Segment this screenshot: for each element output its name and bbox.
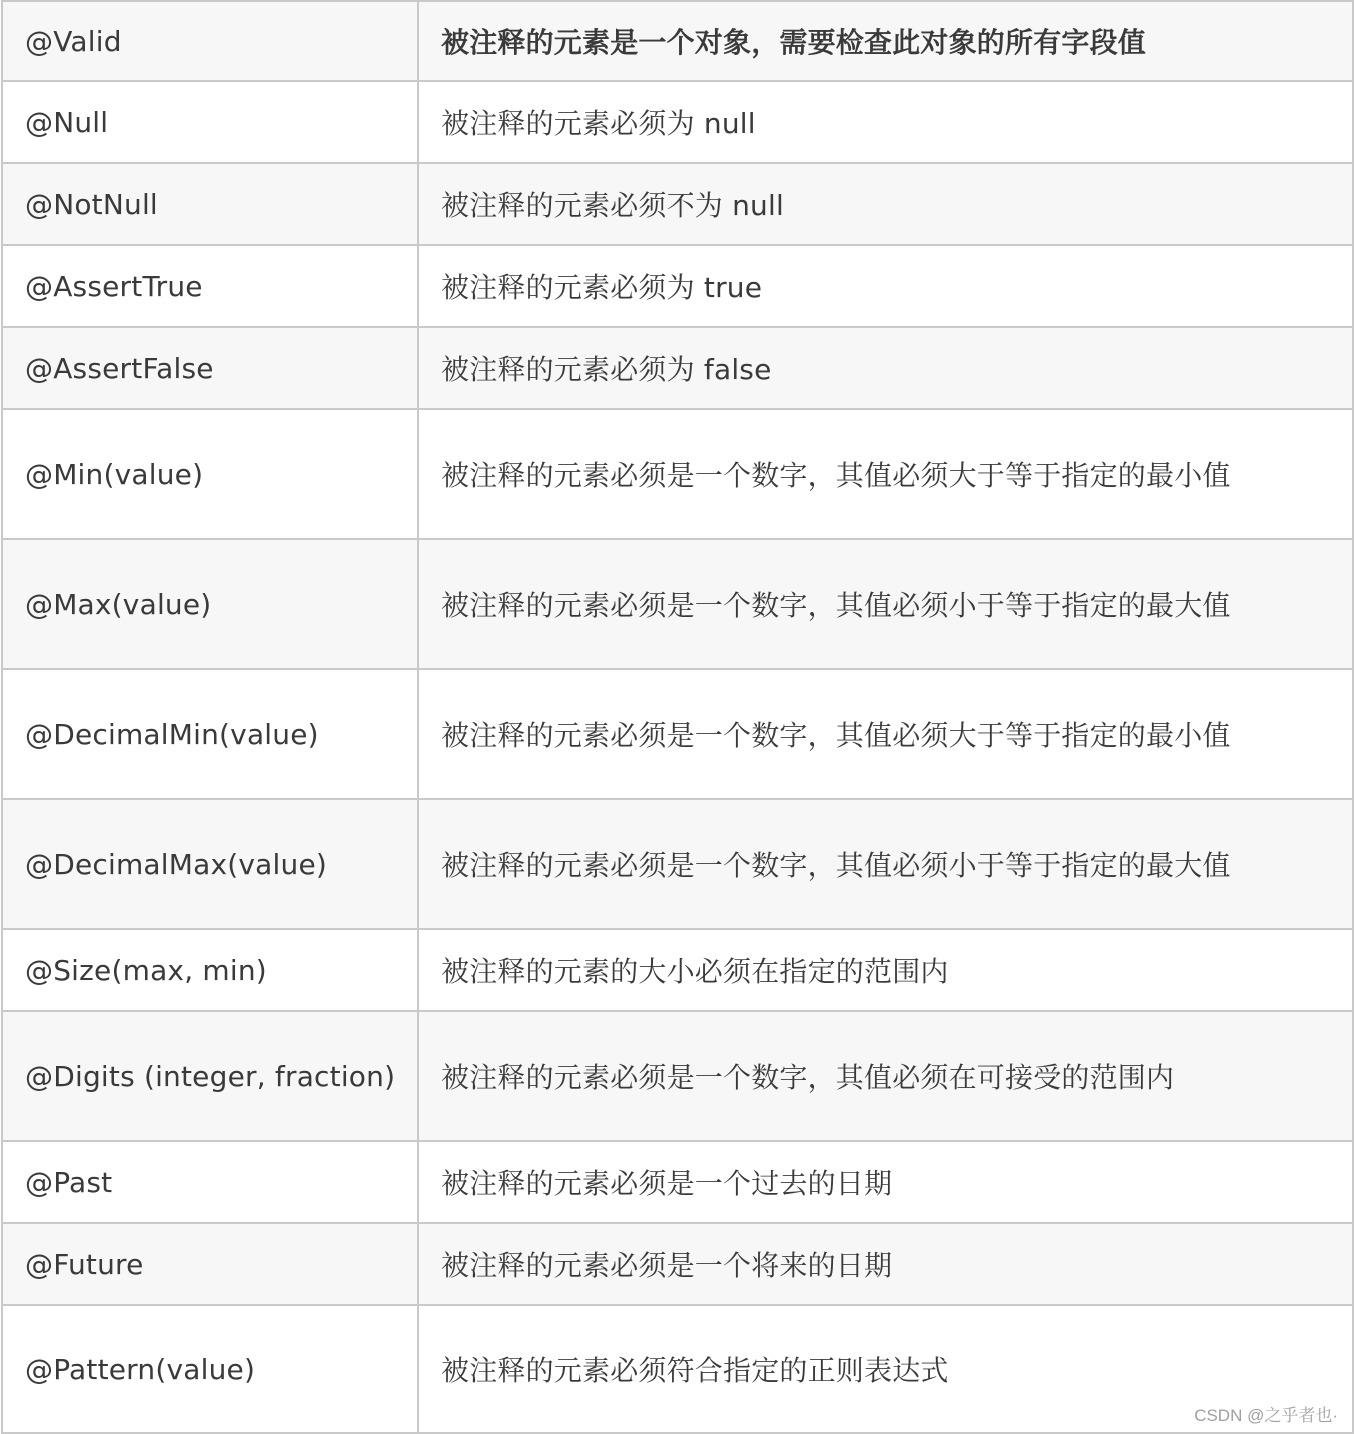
table-row [2, 81, 1353, 163]
description-cell: 被注释的元素必须符合指定的正则表达式 [418, 1305, 1353, 1433]
table-row [2, 799, 1353, 929]
annotation-cell: @Future [2, 1223, 418, 1305]
description-cell: 被注释的元素必须是一个数字，其值必须在可接受的范围内 [418, 1011, 1353, 1141]
table-row [2, 669, 1353, 799]
annotation-cell: @AssertTrue [2, 245, 418, 327]
description-cell: 被注释的元素是一个对象，需要检查此对象的所有字段值 [418, 1, 1353, 81]
annotation-cell: @AssertFalse [2, 327, 418, 409]
description-cell: 被注释的元素必须为 true [418, 245, 1353, 327]
description-cell: 被注释的元素必须是一个数字，其值必须小于等于指定的最大值 [418, 799, 1353, 929]
annotation-cell: @Max(value) [2, 539, 418, 669]
table-row [2, 539, 1353, 669]
table-row [2, 1223, 1353, 1305]
table-row [2, 1, 1353, 81]
description-cell: 被注释的元素必须是一个将来的日期 [418, 1223, 1353, 1305]
table-row [2, 409, 1353, 539]
annotation-cell: @DecimalMax(value) [2, 799, 418, 929]
description-cell: 被注释的元素的大小必须在指定的范围内 [418, 929, 1353, 1011]
table-row [2, 1011, 1353, 1141]
table-row [2, 1305, 1353, 1433]
description-cell: 被注释的元素必须为 false [418, 327, 1353, 409]
description-cell: 被注释的元素必须是一个数字，其值必须小于等于指定的最大值 [418, 539, 1353, 669]
table-row [2, 245, 1353, 327]
table-row [2, 929, 1353, 1011]
table-row [2, 163, 1353, 245]
annotation-cell: @Pattern(value) [2, 1305, 418, 1433]
description-cell: 被注释的元素必须是一个过去的日期 [418, 1141, 1353, 1223]
description-cell: 被注释的元素必须是一个数字，其值必须大于等于指定的最小值 [418, 409, 1353, 539]
annotation-table [1, 0, 1354, 1434]
annotation-cell: @DecimalMin(value) [2, 669, 418, 799]
annotation-cell: @Valid [2, 1, 418, 81]
annotation-cell: @Past [2, 1141, 418, 1223]
annotation-cell: @Null [2, 81, 418, 163]
annotation-cell: @Size(max, min) [2, 929, 418, 1011]
annotation-cell: @Digits (integer, fraction) [2, 1011, 418, 1141]
description-cell: 被注释的元素必须不为 null [418, 163, 1353, 245]
table-row [2, 327, 1353, 409]
watermark: CSDN @之乎者也· [1194, 1406, 1338, 1425]
description-cell: 被注释的元素必须是一个数字，其值必须大于等于指定的最小值 [418, 669, 1353, 799]
annotation-cell: @Min(value) [2, 409, 418, 539]
annotation-cell: @NotNull [2, 163, 418, 245]
table-row [2, 1141, 1353, 1223]
description-cell: 被注释的元素必须为 null [418, 81, 1353, 163]
